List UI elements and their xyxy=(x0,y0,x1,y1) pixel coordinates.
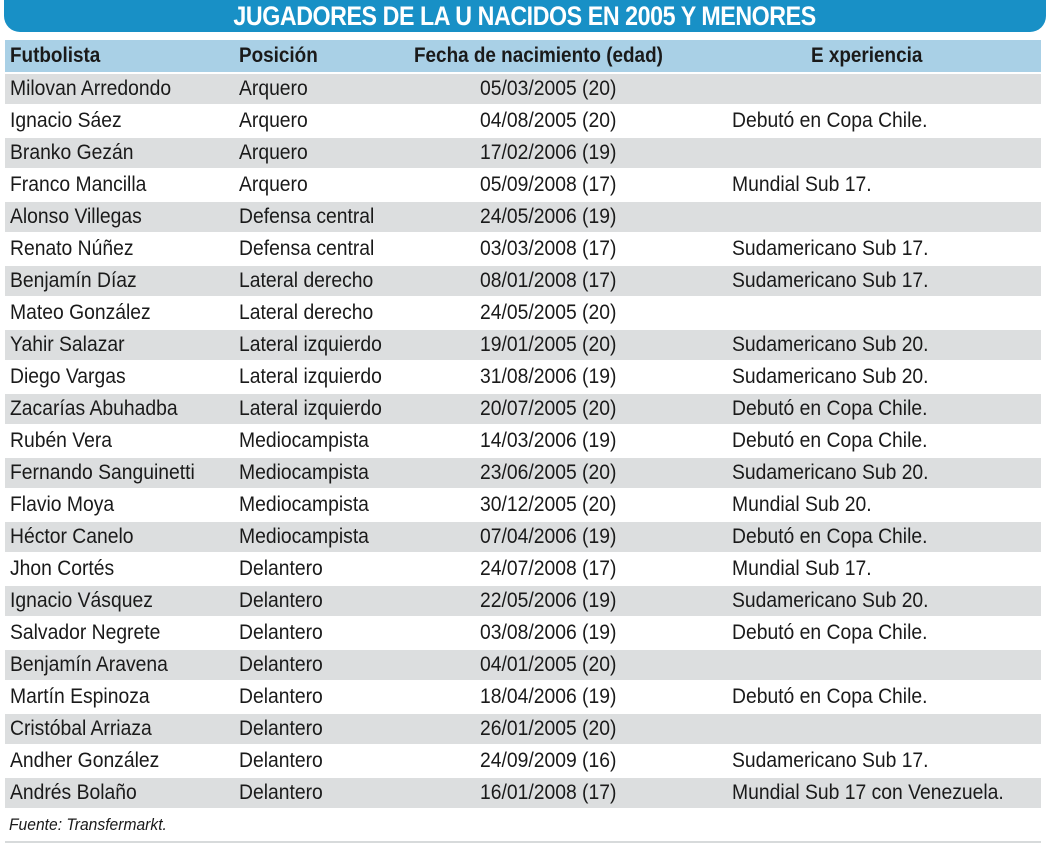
cell-posicion: Defensa central xyxy=(239,205,375,228)
cell-futbolista: Alonso Villegas xyxy=(10,205,142,228)
cell-futbolista: Fernando Sanguinetti xyxy=(10,461,195,484)
cell-posicion: Delantero xyxy=(239,717,323,740)
cell-futbolista: Rubén Vera xyxy=(10,429,113,452)
cell-experiencia: Sudamericano Sub 20. xyxy=(732,589,929,612)
cell-fecha-nacimiento: 03/08/2006 (19) xyxy=(480,621,617,644)
cell-futbolista: Flavio Moya xyxy=(10,493,115,516)
table-row xyxy=(5,362,1041,392)
cell-fecha-nacimiento: 23/06/2005 (20) xyxy=(480,461,617,484)
cell-posicion: Mediocampista xyxy=(239,525,369,548)
header-experiencia: E xperiencia xyxy=(811,44,923,67)
cell-posicion: Lateral izquierdo xyxy=(239,333,382,356)
table-row xyxy=(5,650,1041,680)
cell-posicion: Lateral derecho xyxy=(239,301,374,324)
cell-experiencia: Debutó en Copa Chile. xyxy=(732,429,928,452)
cell-fecha-nacimiento: 17/02/2006 (19) xyxy=(480,141,617,164)
cell-experiencia: Debutó en Copa Chile. xyxy=(732,397,928,420)
cell-posicion: Arquero xyxy=(239,109,308,132)
header-fecha-nacimiento: Fecha de nacimiento (edad) xyxy=(414,44,663,67)
cell-posicion: Arquero xyxy=(239,77,308,100)
cell-posicion: Delantero xyxy=(239,589,323,612)
table-row xyxy=(5,106,1041,136)
cell-futbolista: Martín Espinoza xyxy=(10,685,150,708)
cell-experiencia: Debutó en Copa Chile. xyxy=(732,525,928,548)
cell-futbolista: Franco Mancilla xyxy=(10,173,147,196)
cell-fecha-nacimiento: 19/01/2005 (20) xyxy=(480,333,617,356)
table-row xyxy=(5,682,1041,712)
table-row xyxy=(5,138,1041,168)
table-row xyxy=(5,490,1041,520)
cell-experiencia: Mundial Sub 17. xyxy=(732,557,872,580)
cell-fecha-nacimiento: 05/03/2005 (20) xyxy=(480,77,617,100)
cell-fecha-nacimiento: 04/01/2005 (20) xyxy=(480,653,617,676)
players-table xyxy=(5,40,1041,808)
table-row xyxy=(5,74,1041,104)
cell-posicion: Delantero xyxy=(239,621,323,644)
table-header-row xyxy=(5,40,1041,72)
cell-posicion: Arquero xyxy=(239,141,308,164)
table-row xyxy=(5,746,1041,776)
cell-futbolista: Jhon Cortés xyxy=(10,557,115,580)
cell-fecha-nacimiento: 30/12/2005 (20) xyxy=(480,493,617,516)
table-title xyxy=(4,0,1046,32)
cell-experiencia: Debutó en Copa Chile. xyxy=(732,685,928,708)
table-row xyxy=(5,458,1041,488)
source-note: Fuente: Transfermarkt. xyxy=(9,815,167,834)
table-row xyxy=(5,170,1041,200)
cell-futbolista: Benjamín Díaz xyxy=(10,269,137,292)
cell-fecha-nacimiento: 18/04/2006 (19) xyxy=(480,685,617,708)
cell-futbolista: Ignacio Sáez xyxy=(10,109,122,132)
cell-posicion: Mediocampista xyxy=(239,493,369,516)
cell-fecha-nacimiento: 24/05/2006 (19) xyxy=(480,205,617,228)
cell-fecha-nacimiento: 24/09/2009 (16) xyxy=(480,749,617,772)
cell-fecha-nacimiento: 24/07/2008 (17) xyxy=(480,557,617,580)
table-row xyxy=(5,266,1041,296)
cell-posicion: Mediocampista xyxy=(239,429,369,452)
table-row xyxy=(5,714,1041,744)
cell-futbolista: Yahir Salazar xyxy=(10,333,125,356)
cell-futbolista: Renato Núñez xyxy=(10,237,134,260)
cell-fecha-nacimiento: 26/01/2005 (20) xyxy=(480,717,617,740)
cell-experiencia: Sudamericano Sub 17. xyxy=(732,269,929,292)
cell-experiencia: Sudamericano Sub 20. xyxy=(732,461,929,484)
cell-futbolista: Zacarías Abuhadba xyxy=(10,397,178,420)
cell-fecha-nacimiento: 14/03/2006 (19) xyxy=(480,429,617,452)
cell-fecha-nacimiento: 05/09/2008 (17) xyxy=(480,173,617,196)
cell-posicion: Delantero xyxy=(239,557,323,580)
cell-posicion: Delantero xyxy=(239,749,323,772)
header-posicion: Posición xyxy=(239,44,318,67)
table-row xyxy=(5,778,1041,808)
cell-posicion: Lateral izquierdo xyxy=(239,365,382,388)
cell-fecha-nacimiento: 24/05/2005 (20) xyxy=(480,301,617,324)
cell-futbolista: Andher González xyxy=(10,749,160,772)
cell-futbolista: Cristóbal Arriaza xyxy=(10,717,152,740)
cell-posicion: Delantero xyxy=(239,685,323,708)
cell-experiencia: Sudamericano Sub 17. xyxy=(732,749,929,772)
cell-experiencia: Sudamericano Sub 20. xyxy=(732,365,929,388)
table-row xyxy=(5,330,1041,360)
table-title-text: JUGADORES DE LA U NACIDOS EN 2005 Y MENORES xyxy=(233,1,817,31)
cell-posicion: Lateral derecho xyxy=(239,269,374,292)
table-row xyxy=(5,522,1041,552)
cell-futbolista: Ignacio Vásquez xyxy=(10,589,153,612)
table-row xyxy=(5,618,1041,648)
header-futbolista: Futbolista xyxy=(10,44,101,67)
table-row xyxy=(5,202,1041,232)
cell-experiencia: Mundial Sub 17. xyxy=(732,173,872,196)
cell-futbolista: Milovan Arredondo xyxy=(10,77,172,100)
table-row xyxy=(5,298,1041,328)
cell-fecha-nacimiento: 22/05/2006 (19) xyxy=(480,589,617,612)
cell-futbolista: Salvador Negrete xyxy=(10,621,161,644)
cell-posicion: Lateral izquierdo xyxy=(239,397,382,420)
cell-futbolista: Diego Vargas xyxy=(10,365,126,388)
cell-posicion: Delantero xyxy=(239,653,323,676)
cell-futbolista: Benjamín Aravena xyxy=(10,653,168,676)
table-row xyxy=(5,586,1041,616)
table-row xyxy=(5,554,1041,584)
cell-experiencia: Mundial Sub 17 con Venezuela. xyxy=(732,781,1004,804)
cell-fecha-nacimiento: 04/08/2005 (20) xyxy=(480,109,617,132)
table-body xyxy=(5,74,1041,808)
cell-posicion: Arquero xyxy=(239,173,308,196)
table-row xyxy=(5,426,1041,456)
cell-fecha-nacimiento: 08/01/2008 (17) xyxy=(480,269,617,292)
cell-experiencia: Debutó en Copa Chile. xyxy=(732,621,928,644)
cell-experiencia: Debutó en Copa Chile. xyxy=(732,109,928,132)
cell-posicion: Defensa central xyxy=(239,237,375,260)
bottom-divider xyxy=(5,841,1041,843)
cell-fecha-nacimiento: 03/03/2008 (17) xyxy=(480,237,617,260)
cell-futbolista: Andrés Bolaño xyxy=(10,781,137,804)
cell-posicion: Delantero xyxy=(239,781,323,804)
cell-experiencia: Sudamericano Sub 20. xyxy=(732,333,929,356)
cell-futbolista: Héctor Canelo xyxy=(10,525,134,548)
table-row xyxy=(5,394,1041,424)
cell-fecha-nacimiento: 31/08/2006 (19) xyxy=(480,365,617,388)
cell-fecha-nacimiento: 16/01/2008 (17) xyxy=(480,781,617,804)
cell-experiencia: Mundial Sub 20. xyxy=(732,493,872,516)
cell-futbolista: Branko Gezán xyxy=(10,141,134,164)
cell-experiencia: Sudamericano Sub 17. xyxy=(732,237,929,260)
cell-posicion: Mediocampista xyxy=(239,461,369,484)
cell-fecha-nacimiento: 20/07/2005 (20) xyxy=(480,397,617,420)
cell-futbolista: Mateo González xyxy=(10,301,151,324)
cell-fecha-nacimiento: 07/04/2006 (19) xyxy=(480,525,617,548)
table-row xyxy=(5,234,1041,264)
